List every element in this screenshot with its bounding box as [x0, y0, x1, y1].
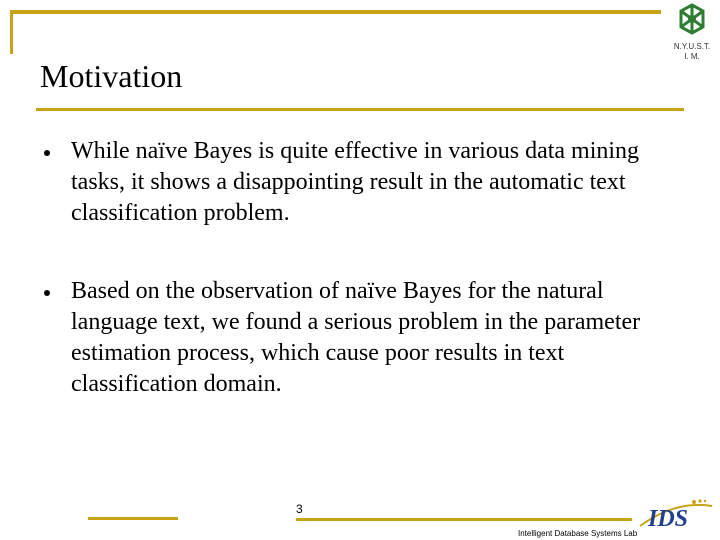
logo-caption-line2: I. M. [684, 52, 700, 61]
bullet-item [44, 136, 674, 229]
footer-lab-name: Intelligent Database Systems Lab [518, 529, 638, 538]
bullet-dot-icon [44, 150, 50, 156]
bullet-text: While naïve Bayes is quite effective in various data mining tasks, it shows a disappointing result in the automatic text classification problem. [71, 138, 640, 226]
nyust-logo-icon [670, 2, 714, 38]
footer-rule-left [88, 517, 178, 520]
page-number: 3 [296, 502, 303, 516]
left-frame-line [10, 10, 13, 54]
ids-lab-logo-icon [636, 496, 716, 534]
bullet-list [44, 136, 674, 447]
bullet-text: Based on the observation of naïve Bayes for the natural language text, we found a serious problem in the parameter estimation process, which cause poor results in text classification domain. [71, 278, 641, 397]
logo-caption-line1: N.Y.U.S.T. [673, 42, 711, 51]
title-underline [36, 108, 684, 111]
top-frame-line [10, 10, 661, 14]
logo-caption [664, 42, 720, 62]
ids-logo-text: IDS [648, 506, 689, 532]
slide-title: Motivation [40, 58, 183, 94]
bullet-item [44, 276, 674, 400]
bullet-dot-icon [44, 290, 50, 296]
footer-rule-right [296, 518, 632, 521]
